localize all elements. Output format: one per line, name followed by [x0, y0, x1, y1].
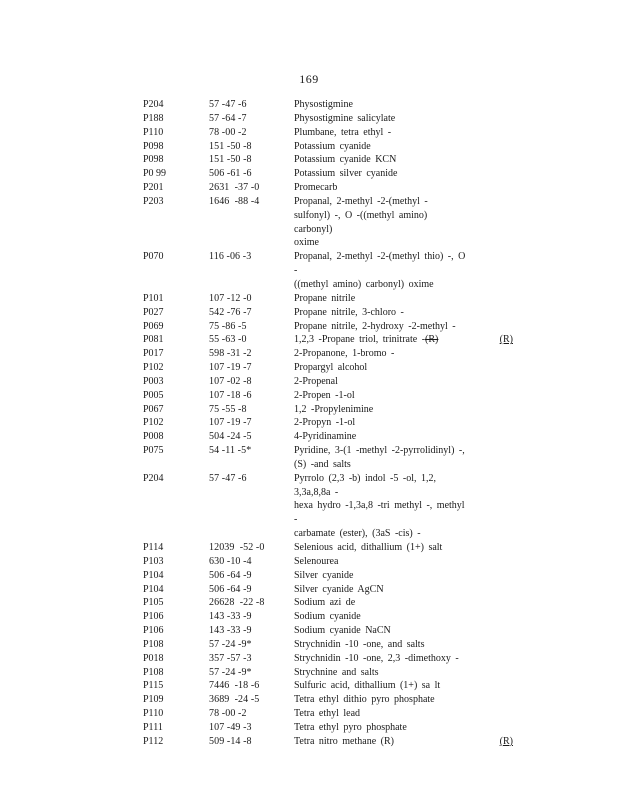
- substance-name: [294, 347, 470, 361]
- waste-code: P102: [143, 417, 164, 429]
- waste-code: P102: [143, 362, 164, 374]
- substance-name: [294, 693, 470, 707]
- cas-number: 57 -24 -9*: [209, 638, 252, 650]
- substance-name-text: 2-Propanone, 1-bromo -: [294, 348, 395, 360]
- waste-code: P188: [143, 112, 164, 124]
- table-row: [143, 555, 523, 569]
- cas-number: 107 -19 -7: [209, 362, 252, 374]
- substance-name-text: Strychnidin -10 -one, 2,3 -dimethoxy -: [294, 652, 459, 664]
- waste-code: P098: [143, 154, 164, 166]
- waste-code: P112: [143, 735, 164, 747]
- substance-name-text: Propargyl alcohol: [294, 362, 368, 374]
- substance-name-text: Tetra ethyl lead: [294, 708, 361, 720]
- waste-code: P017: [143, 348, 164, 360]
- cas-number: 107 -02 -8: [209, 375, 252, 387]
- cas-number: 116 -06 -3: [209, 251, 252, 263]
- substance-name-text: Pyrrolo (2,3 -b) indol -5 -ol, 1,2, 3,3a,8,8a - hexa hydro -1,3a,8 -tri methyl -, methyl - carbamate (ester), (3aS -cis) -: [294, 472, 465, 540]
- substance-name: [294, 195, 470, 250]
- cas-number: 107 -49 -3: [209, 721, 252, 733]
- substance-name: [294, 583, 470, 597]
- table-row: [143, 472, 523, 541]
- waste-code: P203: [143, 195, 164, 207]
- substance-name-text: Sodium cyanide NaCN: [294, 625, 391, 637]
- waste-code: P005: [143, 389, 164, 401]
- cas-number: 506 -64 -9: [209, 569, 252, 581]
- cas-number: 12039 -52 -0: [209, 542, 265, 553]
- waste-code: P081: [143, 334, 164, 346]
- table-row: [143, 693, 523, 707]
- waste-code: P104: [143, 569, 164, 581]
- page-number: 169: [299, 72, 319, 86]
- waste-code: P114: [143, 542, 164, 553]
- waste-code: P098: [143, 140, 164, 152]
- cas-number: 542 -76 -7: [209, 306, 252, 318]
- struck-out-flag: (R): [425, 334, 439, 346]
- substance-name-text: Sodium azi de: [294, 597, 356, 609]
- table-row: [143, 140, 523, 154]
- table-row: [143, 403, 523, 417]
- substance-name: [294, 666, 470, 680]
- table-row: [143, 126, 523, 140]
- substance-name-text: Physostigmine salicylate: [294, 112, 396, 124]
- substance-name-text: Silver cyanide AgCN: [294, 583, 384, 595]
- hazardous-waste-table: [143, 98, 523, 749]
- cas-number: 151 -50 -8: [209, 154, 252, 166]
- waste-code: P101: [143, 292, 164, 304]
- substance-name-text: Pyridine, 3-(1 -methyl -2-pyrrolidinyl) -, (S) -and salts: [294, 445, 465, 470]
- substance-name-text: Promecarb: [294, 182, 338, 194]
- substance-name-text: Sodium cyanide: [294, 611, 361, 623]
- waste-code: P111: [143, 721, 163, 733]
- cas-number: 143 -33 -9: [209, 611, 252, 623]
- table-row: [143, 583, 523, 597]
- substance-name: [294, 320, 470, 334]
- substance-name: [294, 569, 470, 583]
- table-row: [143, 624, 523, 638]
- substance-name: [294, 541, 470, 555]
- waste-code: P0 99: [143, 168, 167, 180]
- substance-name-text: Propane nitrile, 2-hydroxy -2-methyl -: [294, 320, 456, 332]
- table-row: [143, 250, 523, 292]
- table-row: [143, 347, 523, 361]
- table-row: [143, 610, 523, 624]
- cas-number: 357 -57 -3: [209, 652, 252, 664]
- cas-number: 57 -24 -9*: [209, 666, 252, 678]
- cas-number: 57 -47 -6: [209, 472, 247, 484]
- cas-number: 7446 -18 -6: [209, 680, 260, 692]
- reactivity-flag: (R): [499, 735, 513, 747]
- table-row: [143, 569, 523, 583]
- substance-name-text: Strychnidin -10 -one, and salts: [294, 638, 425, 650]
- substance-name: [294, 403, 470, 417]
- table-row: [143, 721, 523, 735]
- waste-code: P104: [143, 583, 164, 595]
- substance-name: [294, 306, 470, 320]
- substance-name: [294, 721, 470, 735]
- waste-code: P106: [143, 625, 164, 637]
- table-row: [143, 666, 523, 680]
- substance-name-text: Plumbane, tetra ethyl -: [294, 126, 392, 138]
- cas-number: 598 -31 -2: [209, 348, 252, 360]
- substance-name-text: Sulfuric acid, dithallium (1+) sa lt: [294, 680, 441, 692]
- waste-code: P108: [143, 666, 164, 678]
- cas-number: 26628 -22 -8: [209, 597, 265, 609]
- waste-code: P067: [143, 403, 164, 415]
- cas-number: 107 -12 -0: [209, 292, 252, 304]
- table-row: [143, 292, 523, 306]
- table-row: [143, 306, 523, 320]
- waste-code: P106: [143, 611, 164, 623]
- table-row: [143, 707, 523, 721]
- cas-number: 78 -00 -2: [209, 126, 247, 138]
- substance-name: [294, 610, 470, 624]
- substance-name-text: Selenious acid, dithallium (1+) salt: [294, 542, 443, 553]
- substance-name-text: Potassium silver cyanide: [294, 168, 398, 180]
- cas-number: 151 -50 -8: [209, 140, 252, 152]
- waste-code: P110: [143, 126, 164, 138]
- substance-name: [294, 624, 470, 638]
- cas-number: 57 -64 -7: [209, 112, 247, 124]
- waste-code: P201: [143, 182, 164, 194]
- cas-number: 630 -10 -4: [209, 555, 252, 567]
- table-row: [143, 735, 523, 749]
- substance-name: [294, 638, 470, 652]
- table-row: [143, 679, 523, 693]
- substance-name-text: 1,2 -Propylenimine: [294, 403, 374, 415]
- cas-number: 55 -63 -0: [209, 334, 247, 346]
- cas-number: 504 -24 -5: [209, 431, 252, 443]
- waste-code: P115: [143, 680, 164, 692]
- cas-number: 54 -11 -5*: [209, 445, 252, 457]
- waste-code: P003: [143, 375, 164, 387]
- cas-number: 107 -19 -7: [209, 417, 252, 429]
- substance-name: [294, 361, 470, 375]
- table-row: [143, 98, 523, 112]
- substance-name-text: 2-Propenal: [294, 375, 338, 387]
- table-row: [143, 596, 523, 610]
- substance-name-text: 2-Propyn -1-ol: [294, 417, 356, 429]
- substance-name-text: Potassium cyanide KCN: [294, 154, 397, 166]
- substance-name: [294, 181, 470, 195]
- substance-name-text: Potassium cyanide: [294, 140, 371, 152]
- table-row: [143, 389, 523, 403]
- waste-code: P105: [143, 597, 164, 609]
- cas-number: 2631 -37 -0: [209, 182, 260, 194]
- table-row: [143, 375, 523, 389]
- cas-number: 75 -55 -8: [209, 403, 247, 415]
- substance-name: [294, 707, 470, 721]
- substance-name-text: Strychnine and salts: [294, 666, 379, 678]
- cas-number: 75 -86 -5: [209, 320, 247, 332]
- waste-code: P109: [143, 694, 164, 706]
- substance-name-text: 4-Pyridinamine: [294, 431, 357, 443]
- substance-name: [294, 416, 470, 430]
- table-row: [143, 181, 523, 195]
- waste-code: P204: [143, 472, 164, 484]
- waste-code: P070: [143, 251, 164, 263]
- substance-name-text: Propane nitrile: [294, 292, 356, 304]
- substance-name: [294, 126, 470, 140]
- waste-code: P108: [143, 638, 164, 650]
- substance-name: [294, 292, 470, 306]
- substance-name-text: Silver cyanide: [294, 569, 354, 581]
- substance-name-text: Propanal, 2-methyl -2-(methyl thio) -, O - ((methyl amino) carbonyl) oxime: [294, 251, 466, 290]
- table-row: [143, 361, 523, 375]
- substance-name: [294, 112, 470, 126]
- substance-name-text: Selenourea: [294, 555, 339, 567]
- waste-code: P008: [143, 431, 164, 443]
- table-row: [143, 112, 523, 126]
- cas-number: 1646 -88 -4: [209, 195, 260, 207]
- substance-name: [294, 444, 470, 472]
- substance-name-text: Tetra nitro methane (R): [294, 735, 394, 747]
- substance-name: [294, 735, 470, 749]
- cas-number: 3689 -24 -5: [209, 694, 260, 706]
- reactivity-flag: (R): [499, 334, 513, 346]
- substance-name-text: Tetra ethyl dithio pyro phosphate: [294, 694, 435, 706]
- substance-name: [294, 333, 470, 347]
- substance-name-text: Tetra ethyl pyro phosphate: [294, 721, 407, 733]
- cas-number: 143 -33 -9: [209, 625, 252, 637]
- substance-name: [294, 389, 470, 403]
- waste-code: P204: [143, 99, 164, 110]
- substance-name-text: 2-Propen -1-ol: [294, 389, 355, 401]
- table-row: [143, 444, 523, 472]
- substance-name: [294, 98, 470, 112]
- substance-name: [294, 596, 470, 610]
- waste-code: P103: [143, 555, 164, 567]
- table-row: [143, 320, 523, 334]
- table-row: [143, 430, 523, 444]
- waste-code: P110: [143, 708, 164, 720]
- cas-number: 107 -18 -6: [209, 389, 252, 401]
- waste-code: P075: [143, 445, 164, 457]
- substance-name: [294, 153, 470, 167]
- table-row: [143, 195, 523, 250]
- substance-name-text: Physostigmine: [294, 99, 353, 110]
- cas-number: 506 -64 -9: [209, 583, 252, 595]
- table-row: [143, 416, 523, 430]
- table-row: [143, 541, 523, 555]
- waste-code: P018: [143, 652, 164, 664]
- substance-name-text: Propanal, 2-methyl -2-(methyl - sulfonyl) -, O -((methyl amino) carbonyl) oxime: [294, 195, 428, 249]
- table-row: [143, 652, 523, 666]
- substance-name-text: Propane nitrile, 3-chloro -: [294, 306, 404, 318]
- substance-name: [294, 679, 470, 693]
- cas-number: 509 -14 -8: [209, 735, 252, 747]
- table-row: [143, 638, 523, 652]
- table-row: [143, 167, 523, 181]
- substance-name: [294, 167, 470, 181]
- substance-name: [294, 375, 470, 389]
- substance-name: [294, 652, 470, 666]
- table-row: [143, 333, 523, 347]
- waste-code: P069: [143, 320, 164, 332]
- substance-name-text: 1,2,3 -Propane triol, trinitrate -: [294, 334, 426, 346]
- cas-number: 78 -00 -2: [209, 708, 247, 720]
- cas-number: 57 -47 -6: [209, 99, 247, 110]
- substance-name: [294, 430, 470, 444]
- substance-name: [294, 250, 470, 292]
- substance-name: [294, 472, 470, 541]
- cas-number: 506 -61 -6: [209, 168, 252, 180]
- table-row: [143, 153, 523, 167]
- waste-code: P027: [143, 306, 164, 318]
- substance-name: [294, 140, 470, 154]
- substance-name: [294, 555, 470, 569]
